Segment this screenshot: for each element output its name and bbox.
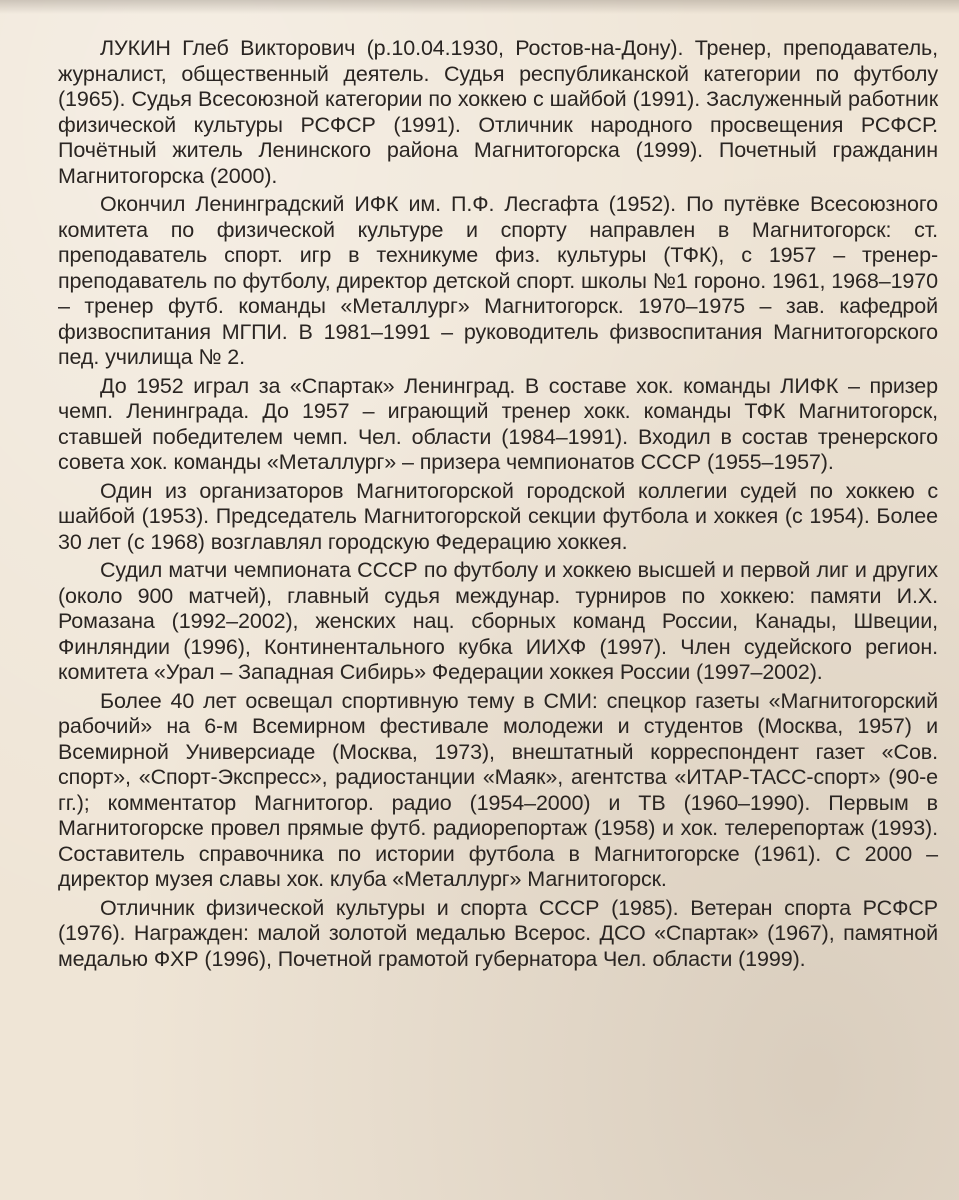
paragraph-referee-organization: Один из организаторов Магнитогорской городской коллегии судей по хоккею с шайбой (1953). Председатель Магнитогорской секции футбола и хоккея (с 1954). Более 30 лет (с 1968) возглавлял городскую Федерацию хоккея. <box>58 478 938 554</box>
page-top-shadow <box>0 0 959 14</box>
paragraph-education-career: Окончил Ленинградский ИФК им. П.Ф. Лесгафта (1952). По путёвке Всесоюзного комитета по физической культуре и спорту направлен в Магнитогорск: ст. преподаватель спорт. игр в техникуме физ. культуры (ТФК), с 1957 – тренер-преподаватель по футболу, директор детской спорт. школы №1 гороно. 1961, 1968–1970 – тренер футб. команды «Металлург» Магнитогорск. 1970–1975 – зав. кафедрой физвоспитания МГПИ. В 1981–1991 – руководитель физвоспитания Магнитогорского пед. училища № 2. <box>58 192 938 369</box>
paragraph-awards: Отличник физической культуры и спорта СССР (1985). Ветеран спорта РСФСР (1976). Награжден: малой золотой медалью Всерос. ДСО «Спартак» (1967), памятной медалью ФХР (1996), Почетной грамотой губернатора Чел. области (1999). <box>58 895 938 971</box>
paragraph-refereeing: Судил матчи чемпионата СССР по футболу и хоккею высшей и первой лиг и других (около 900 матчей), главный судья междунар. турниров по хоккею: памяти И.Х. Ромазана (1992–2002), женских нац. сборных команд России, Канады, Швеции, Финляндии (1996), Континентального кубка ИИХФ (1997). Член судейского регион. комитета «Урал – Западная Сибирь» Федерации хоккея России (1997–2002). <box>58 558 938 684</box>
paragraph-biography-intro: ЛУКИН Глеб Викторович (р.10.04.1930, Ростов-на-Дону). Тренер, преподаватель, журналист, общественный деятель. Судья республиканской категории по футболу (1965). Судья Всесоюзной категории по хоккею с шайбой (1991). Заслуженный работник физической культуры РСФСР (1991). Отличник народного просвещения РСФСР. Почётный житель Ленинского района Магнитогорска (1999). Почетный гражданин Магнитогорска (2000). <box>58 36 938 188</box>
paragraph-playing-career: До 1952 играл за «Спартак» Ленинград. В составе хок. команды ЛИФК – призер чемп. Ленинграда. До 1957 – играющий тренер хокк. команды ТФК Магнитогорск, ставшей победителем чемп. Чел. области (1984–1991). Входил в состав тренерского совета хок. команды «Металлург» – призера чемпионатов СССР (1955–1957). <box>58 373 938 474</box>
paragraph-journalism: Более 40 лет освещал спортивную тему в СМИ: спецкор газеты «Магнитогорский рабочий» на 6-м Всемирном фестивале молодежи и студентов (Москва, 1957) и Всемирной Универсиаде (Москва, 1973), внештатный корреспондент газет «Сов. спорт», «Спорт-Экспресс», радиостанции «Маяк», агентства «ИТАР-ТАСС-спорт» (90-е гг.); комментатор Магнитогор. радио (1954–2000) и ТВ (1960–1990). Первым в Магнитогорске провел прямые футб. радиорепортаж (1958) и хок. телерепортаж (1993). Составитель справочника по истории футбола в Магнитогорске (1961). С 2000 – директор музея славы хок. клуба «Металлург» Магнитогорск. <box>58 688 938 891</box>
document-page <box>58 36 938 1186</box>
